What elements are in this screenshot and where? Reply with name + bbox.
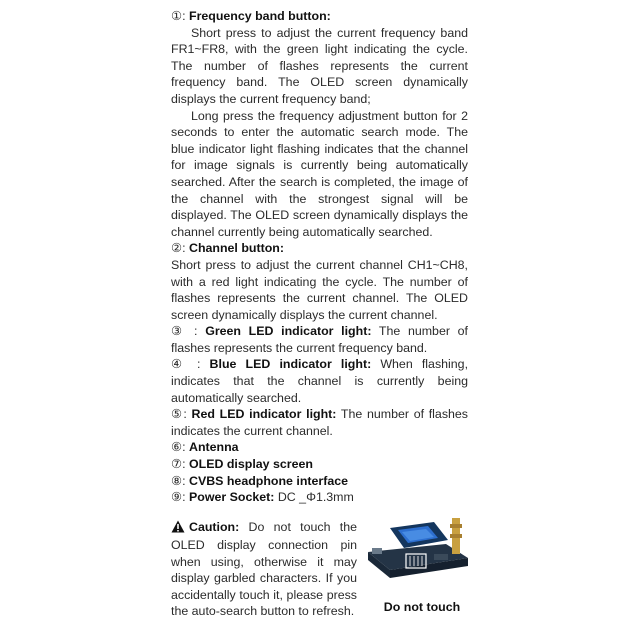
section-number: ③ xyxy=(171,324,187,339)
section-separator: : xyxy=(182,473,189,488)
section-title: Green LED indicator light: xyxy=(205,324,372,339)
section-number: ① xyxy=(171,9,183,23)
section-text: The number of flashes represents the current frequency band. xyxy=(171,324,468,355)
channel-short-press-paragraph: Short press to adjust the current channel CH1~CH8, with a red light indicating the cycle. The number of flashes represents the current channel. The OLED screen dynamically displays the current channel. xyxy=(171,257,468,322)
section-number: ⑤ xyxy=(171,407,184,422)
do-not-touch-label: Do not touch xyxy=(383,600,461,614)
section-8-item xyxy=(171,473,468,490)
section-5-item xyxy=(171,406,468,439)
section-number: ④ xyxy=(171,357,188,372)
section-text: When flashing, indicates that the channel is currently being automatically searched. xyxy=(171,357,469,405)
section-title: Frequency band button: xyxy=(189,9,331,23)
caution-note xyxy=(171,519,357,619)
section-number: ⑨ xyxy=(171,490,183,505)
section-separator: : xyxy=(182,241,189,256)
section-title: Channel button: xyxy=(189,241,284,256)
section-separator: : xyxy=(187,357,210,372)
section-title: Red LED indicator light: xyxy=(191,407,337,422)
section-7-item xyxy=(171,456,468,473)
caution-title: Caution: xyxy=(189,520,240,534)
section-number: ⑥ xyxy=(171,440,183,455)
section-separator: : xyxy=(182,490,189,505)
frequency-short-press-paragraph: Short press to adjust the current frequency band FR1~FR8, with the green light indicating the cycle. The number of flashes represents the current frequency band. The OLED screen dynamically displays the current frequency band; xyxy=(171,25,468,106)
receiver-board-photo xyxy=(364,514,476,598)
section-title: CVBS headphone interface xyxy=(189,473,349,488)
caution-text: Do not touch the OLED display connection pin when using, otherwise it may display garbled characters. If you accidentally touch it, please press the auto-search button to refresh. xyxy=(171,520,357,619)
section-1-heading xyxy=(171,8,468,25)
section-separator: : xyxy=(182,9,189,23)
section-text: The number of flashes indicates the current channel. xyxy=(171,407,468,438)
section-9-item xyxy=(171,489,468,506)
section-4-item xyxy=(171,356,468,406)
section-2-heading xyxy=(171,240,468,257)
section-title: Power Socket: xyxy=(189,490,275,505)
warning-icon xyxy=(171,520,185,537)
section-number: ⑦ xyxy=(171,457,183,472)
section-separator: : xyxy=(186,324,206,339)
frequency-long-press-paragraph: Long press the frequency adjustment button for 2 seconds to enter the automatic search mode. The blue indicator light flashing indicates that the channel for image signals is currently being automatically searched. After the search is completed, the image of the channel with the strongest signal will be displayed. The OLED screen dynamically displays the channel currently being automatically searched. xyxy=(171,108,468,239)
section-text: DC _Φ1.3mm xyxy=(274,490,354,505)
section-title: Antenna xyxy=(189,440,239,455)
section-6-item xyxy=(171,439,468,456)
section-separator: : xyxy=(182,457,189,472)
section-separator: : xyxy=(182,440,189,455)
section-number: ⑧ xyxy=(171,473,183,488)
section-title: Blue LED indicator light: xyxy=(209,357,372,372)
section-number: ② xyxy=(171,241,183,256)
section-separator: : xyxy=(183,407,192,422)
section-3-item xyxy=(171,323,468,356)
section-title: OLED display screen xyxy=(189,457,313,472)
instruction-document xyxy=(171,8,468,506)
